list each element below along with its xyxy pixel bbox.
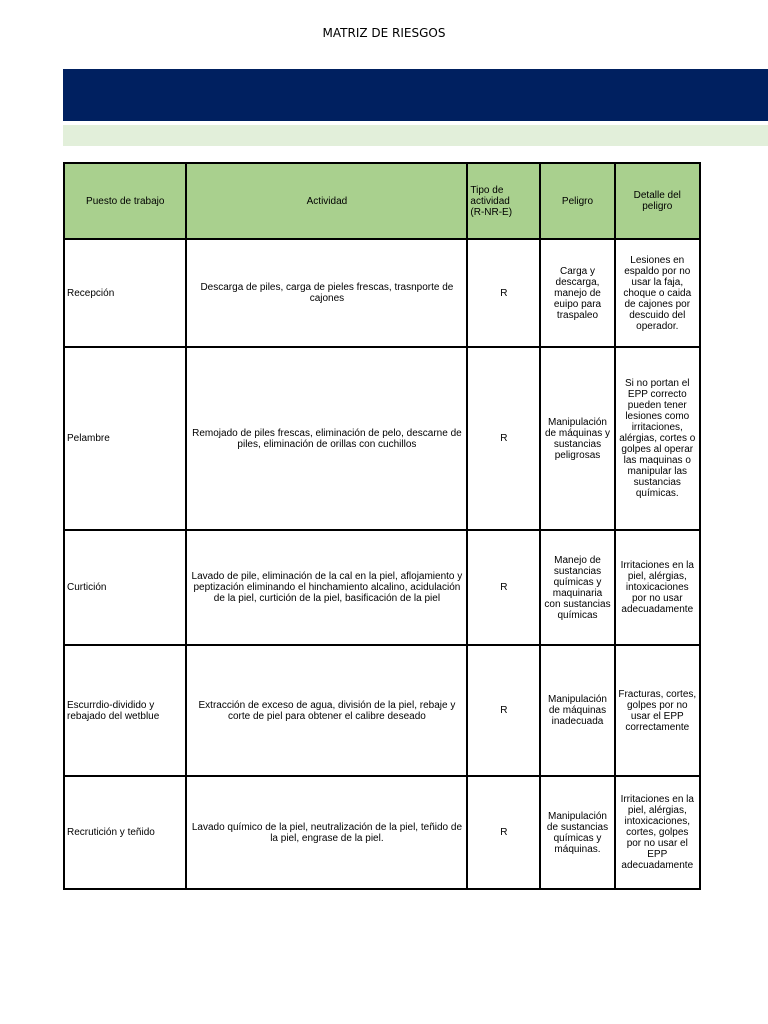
header-band-blue [63,69,768,121]
header-tipo: Tipo de actividad (R-NR-E) [467,163,540,239]
header-detalle: Detalle del peligro [615,163,700,239]
cell-tipo: R [467,645,540,776]
document-title: MATRIZ DE RIESGOS [322,26,446,40]
cell-detalle: Irritaciones en la piel, alérgias, intoxicaciones, cortes, golpes por no usar el EPP adecuadamente [615,776,700,889]
table-row [64,347,700,530]
header-actividad: Actividad [186,163,467,239]
cell-puesto: Recepción [64,239,186,347]
cell-tipo: R [467,776,540,889]
cell-actividad: Descarga de piles, carga de pieles frescas, trasnporte de cajones [186,239,467,347]
cell-puesto: Recrutición y teñido [64,776,186,889]
cell-detalle: Irritaciones en la piel, alérgias, intoxicaciones por no usar adecuadamente [615,530,700,645]
table-row [64,530,700,645]
cell-peligro: Carga y descarga, manejo de euipo para traspaleo [540,239,614,347]
cell-tipo: R [467,239,540,347]
cell-actividad: Lavado químico de la piel, neutralización de la piel, teñido de la piel, engrase de la piel. [186,776,467,889]
cell-detalle: Lesiones en espaldo por no usar la faja, choque o caida de cajones por descuido del operador. [615,239,700,347]
cell-peligro: Manipulación de máquinas y sustancias peligrosas [540,347,614,530]
cell-peligro: Manipulación de máquinas inadecuada [540,645,614,776]
table-header-row [64,163,700,239]
cell-puesto: Curtición [64,530,186,645]
cell-detalle: Fracturas, cortes, golpes por no usar el EPP correctamente [615,645,700,776]
header-puesto: Puesto de trabajo [64,163,186,239]
cell-actividad: Remojado de piles frescas, eliminación de pelo, descarne de piles, eliminación de orillas con cuchillos [186,347,467,530]
cell-actividad: Lavado de pile, eliminación de la cal en la piel, aflojamiento y peptización eliminando el hinchamiento alcalino, acidulación de la piel, curtición de la piel, basificación de la piel [186,530,467,645]
header-band-green [63,125,768,146]
cell-puesto: Pelambre [64,347,186,530]
table-row [64,645,700,776]
header-peligro: Peligro [540,163,614,239]
table-row [64,239,700,347]
cell-peligro: Manejo de sustancias químicas y maquinaria con sustancias químicas [540,530,614,645]
cell-actividad: Extracción de exceso de agua, división de la piel, rebaje y corte de piel para obtener el calibre deseado [186,645,467,776]
cell-puesto: Escurrdio-dividido y rebajado del wetblue [64,645,186,776]
risk-matrix-table [63,162,701,890]
cell-tipo: R [467,530,540,645]
table-row [64,776,700,889]
cell-detalle: Si no portan el EPP correcto pueden tener lesiones como irritaciones, alérgias, cortes o golpes al operar las maquinas o manipular las sustancias químicas. [615,347,700,530]
cell-peligro: Manipulación de sustancias químicas y máquinas. [540,776,614,889]
cell-tipo: R [467,347,540,530]
